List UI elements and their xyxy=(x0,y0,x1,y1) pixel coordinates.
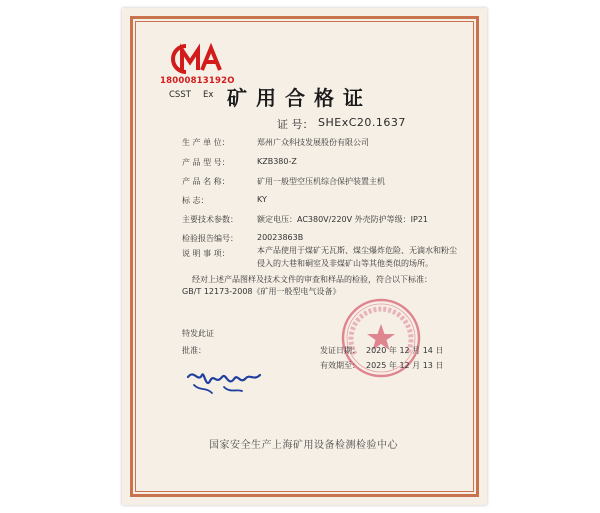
report-no-label: 检验报告编号： xyxy=(182,234,238,243)
valid-until-date: 2025 年 12 月 13 日 xyxy=(366,361,444,370)
valid-until-label: 有效期至： xyxy=(320,361,360,370)
mark-label: 标 志： xyxy=(182,196,209,205)
manufacturer-value: 郑州广众科技发展股份有限公司 xyxy=(257,138,369,147)
tech-params-label: 主要技术参数： xyxy=(182,215,238,224)
issue-date-label: 发证日期： xyxy=(320,346,360,355)
cert-number: SHExC20.1637 xyxy=(318,116,406,129)
statement-line-2: GB/T 12173-2008《矿用一般型电气设备》 xyxy=(182,287,341,296)
csst-mark: CSST xyxy=(169,90,191,100)
cma-logo xyxy=(170,42,232,76)
certificate-title: 矿用合格证 xyxy=(227,86,372,110)
tech-params-value: 额定电压：AC380V/220V 外壳防护等级：IP21 xyxy=(257,215,429,224)
model-value: KZB380-Z xyxy=(257,157,297,166)
approve-label: 批准： xyxy=(182,346,206,355)
issuing-organization: 国家安全生产上海矿用设备检测检验中心 xyxy=(209,440,398,451)
issue-date: 2020 年 12 月 14 日 xyxy=(366,346,444,355)
report-no-value: 20023863B xyxy=(257,233,304,242)
statement-line-1: 经对上述产品图样及技术文件的审查和样品的检验，符合以下标准： xyxy=(192,275,432,284)
product-name-label: 产 品 名 称： xyxy=(182,177,230,186)
special-cert-text: 特发此证 xyxy=(182,329,214,338)
mark-value: KY xyxy=(257,195,267,204)
ex-mark: Ex xyxy=(203,90,214,100)
certificate-sheet xyxy=(122,8,487,505)
notes-value: 本产品使用于煤矿无瓦斯、煤尘爆炸危险、无滴水和粉尘侵入的大巷和硐室及非煤矿山等其他类似的场所。 xyxy=(257,246,457,268)
signature xyxy=(184,363,264,397)
cert-number-label: 证 号： xyxy=(277,118,314,131)
notes-label: 说 明 事 项： xyxy=(182,249,230,258)
manufacturer-label: 生 产 单 位： xyxy=(182,138,230,147)
model-label: 产 品 型 号： xyxy=(182,158,230,167)
product-name-value: 矿用一般型空压机综合保护装置主机 xyxy=(257,177,385,186)
phone-number: 18000813192O xyxy=(160,76,235,86)
